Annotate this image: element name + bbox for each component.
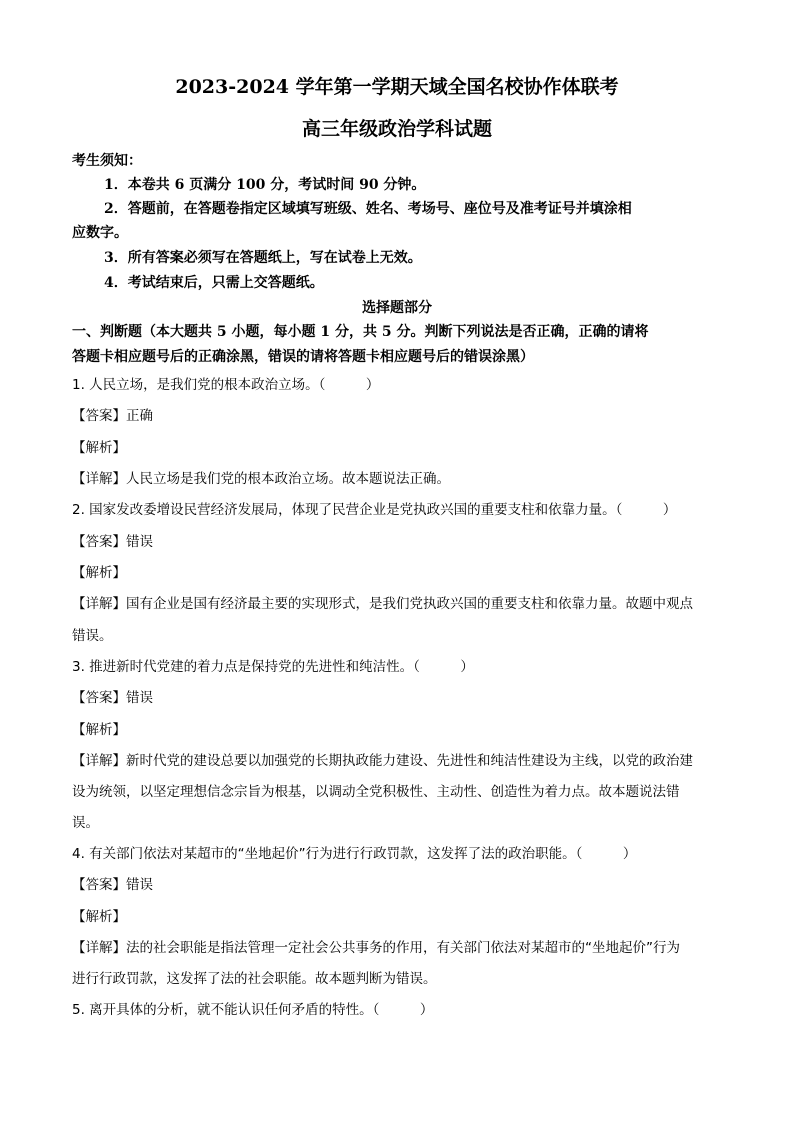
notice-heading: 考生须知：: [72, 153, 142, 169]
notice-item: 4．考试结束后，只需上交答题纸。: [104, 275, 324, 291]
notice-item: 1．本卷共 6 页满分 100 分，考试时间 90 分钟。: [104, 177, 426, 193]
question-text: 1. 人民立场，是我们党的根本政治立场。（ ）: [72, 377, 380, 393]
question-text: 5. 离开具体的分析，就不能认识任何矛盾的特性。（ ）: [72, 1002, 434, 1018]
question-text: 4. 有关部门依法对某超市的“坐地起价”行为进行行政罚款，这发挥了法的政治职能。（ ）: [72, 846, 637, 862]
detail-text: 进行行政罚款，这发挥了法的社会职能。故本题判断为错误。: [72, 971, 437, 987]
section-heading: 答题卡相应题号后的正确涂黑，错误的请将答题卡相应题号后的错误涂黑）: [72, 349, 534, 365]
notice-item: 2．答题前，在答题卷指定区域填写班级、姓名、考场号、座位号及准考证号并填涂相: [104, 201, 632, 217]
answer-label: 【答案】正确: [72, 408, 153, 424]
detail-text: 设为统领，以坚定理想信念宗旨为根基，以调动全党积极性、主动性、创造性为着力点。故本题说法错: [72, 784, 680, 800]
section-title: 选择题部分: [362, 300, 432, 316]
detail-text: 误。: [72, 815, 99, 831]
answer-label: 【答案】错误: [72, 690, 153, 706]
detail-text: 【详解】新时代党的建设总要以加强党的长期执政能力建设、先进性和纯洁性建设为主线，以党的政治建: [72, 753, 693, 769]
question-text: 2. 国家发改委增设民营经济发展局，体现了民营企业是党执政兴国的重要支柱和依靠力量。（ ）: [72, 502, 677, 518]
notice-item: 应数字。: [72, 225, 128, 241]
section-heading: 一、判断题（本大题共 5 小题，每小题 1 分，共 5 分。判断下列说法是否正确，正确的请将: [72, 324, 649, 340]
analysis-label: 【解析】: [72, 909, 126, 925]
answer-label: 【答案】错误: [72, 534, 153, 550]
answer-label: 【答案】错误: [72, 877, 153, 893]
detail-text: 【详解】国有企业是国有经济最主要的实现形式，是我们党执政兴国的重要支柱和依靠力量。故题中观点: [72, 596, 693, 612]
question-text: 3. 推进新时代党建的着力点是保持党的先进性和纯洁性。（ ）: [72, 659, 474, 675]
notice-item: 3．所有答案必须写在答题纸上，写在试卷上无效。: [104, 250, 422, 266]
analysis-label: 【解析】: [72, 722, 126, 738]
detail-text: 【详解】人民立场是我们党的根本政治立场。故本题说法正确。: [72, 471, 450, 487]
detail-text: 【详解】法的社会职能是指法管理一定社会公共事务的作用，有关部门依法对某超市的“坐地起价”行为: [72, 940, 680, 956]
exam-subtitle: 高三年级政治学科试题: [301, 118, 492, 140]
detail-text: 错误。: [72, 628, 113, 644]
analysis-label: 【解析】: [72, 440, 126, 456]
analysis-label: 【解析】: [72, 565, 126, 581]
exam-title: 2023-2024 学年第一学期天域全国名校协作体联考: [175, 76, 619, 98]
